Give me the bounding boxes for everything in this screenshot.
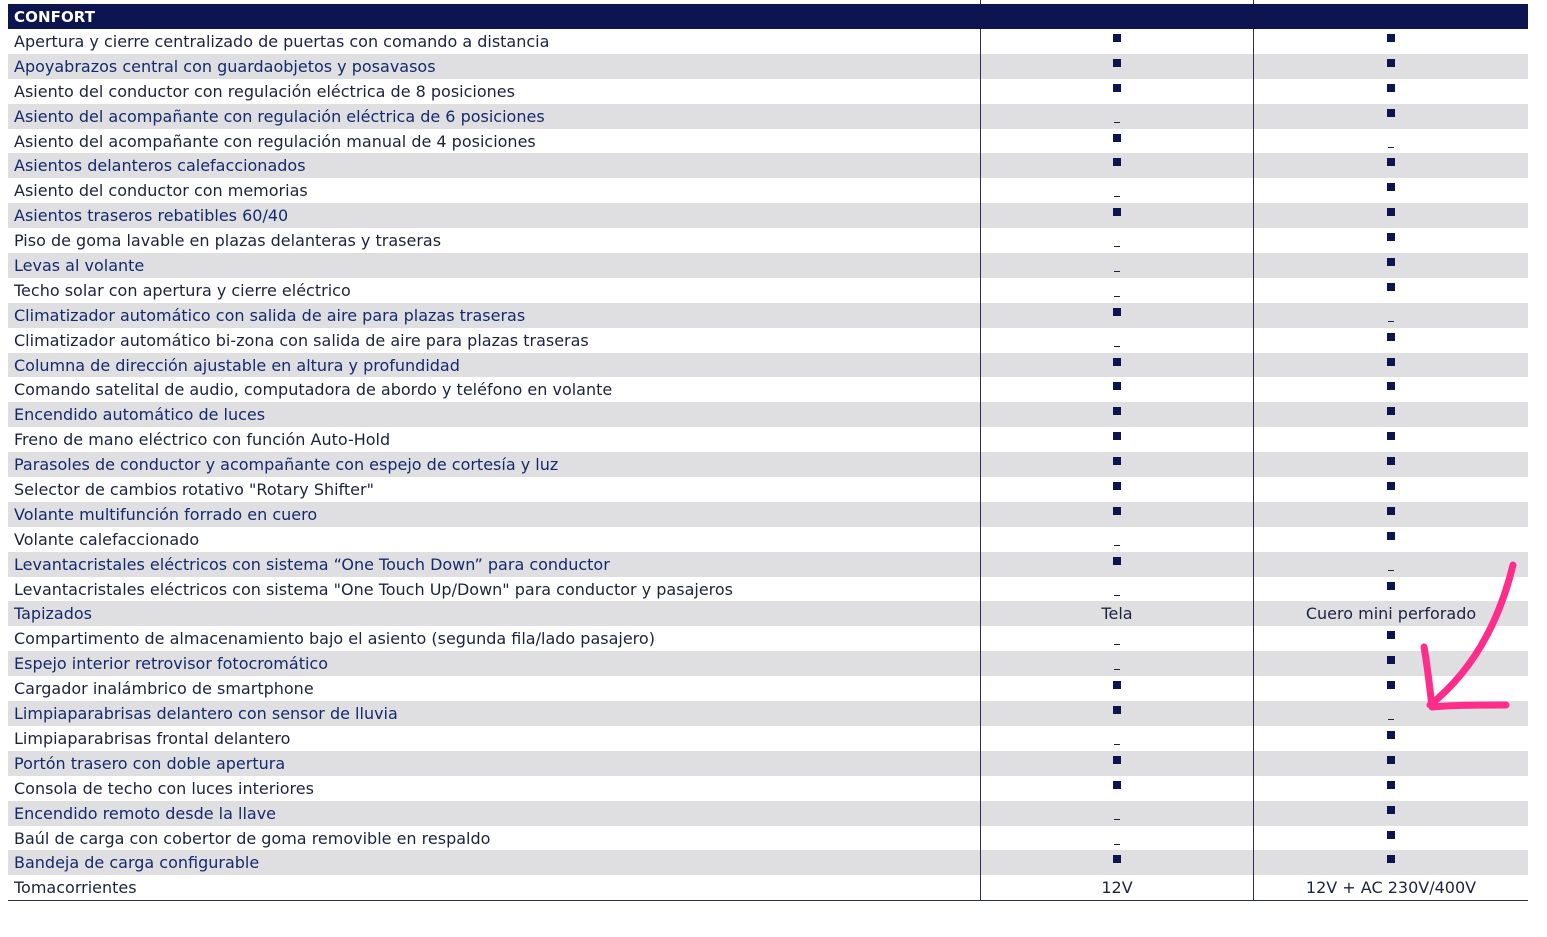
square-bullet-icon <box>1387 283 1395 291</box>
feature-name: Levas al volante <box>14 256 145 276</box>
table-row <box>8 54 1528 79</box>
table-row <box>8 826 1528 851</box>
table-row <box>8 751 1528 776</box>
square-bullet-icon <box>1387 831 1395 839</box>
dash-icon <box>1114 346 1120 347</box>
feature-name: Baúl de carga con cobertor de goma removible en respaldo <box>14 828 491 848</box>
spec-rows <box>8 29 1528 900</box>
not-available-mark <box>980 278 1253 303</box>
square-bullet-icon <box>1113 59 1121 67</box>
not-available-mark <box>980 253 1253 278</box>
table-row <box>8 402 1528 427</box>
not-available-mark <box>1253 129 1528 154</box>
table-row <box>8 278 1528 303</box>
standard-mark-icon <box>980 776 1253 801</box>
feature-name: Espejo interior retrovisor fotocromático <box>14 654 328 674</box>
feature-name: Volante calefaccionado <box>14 529 200 549</box>
standard-mark-icon <box>1253 402 1528 427</box>
feature-name: Asiento del conductor con regulación eléctrica de 8 posiciones <box>14 81 515 101</box>
table-row <box>8 228 1528 253</box>
square-bullet-icon <box>1387 258 1395 266</box>
square-bullet-icon <box>1387 109 1395 117</box>
standard-mark-icon <box>1253 377 1528 402</box>
feature-name: Cargador inalámbrico de smartphone <box>14 679 314 699</box>
square-bullet-icon <box>1387 681 1395 689</box>
column-divider <box>1253 0 1254 4</box>
standard-mark-icon <box>980 153 1253 178</box>
square-bullet-icon <box>1387 358 1395 366</box>
feature-name: Comando satelital de audio, computadora de abordo y teléfono en volante <box>14 380 613 400</box>
not-available-mark <box>980 104 1253 129</box>
not-available-mark <box>980 626 1253 651</box>
standard-mark-icon <box>980 502 1253 527</box>
table-bottom-border <box>8 900 1528 901</box>
not-available-mark <box>980 527 1253 552</box>
standard-mark-icon <box>1253 502 1528 527</box>
square-bullet-icon <box>1113 432 1121 440</box>
standard-mark-icon <box>980 203 1253 228</box>
standard-mark-icon <box>980 427 1253 452</box>
table-row <box>8 601 1528 626</box>
standard-mark-icon <box>1253 203 1528 228</box>
feature-name: Piso de goma lavable en plazas delanteras y traseras <box>14 231 442 251</box>
standard-mark-icon <box>980 477 1253 502</box>
square-bullet-icon <box>1387 457 1395 465</box>
standard-mark-icon <box>1253 178 1528 203</box>
square-bullet-icon <box>1387 84 1395 92</box>
value-label: Cuero mini perforado <box>1305 604 1477 624</box>
standard-mark-icon <box>1253 104 1528 129</box>
square-bullet-icon <box>1387 432 1395 440</box>
table-row <box>8 452 1528 477</box>
square-bullet-icon <box>1387 59 1395 67</box>
standard-mark-icon <box>1253 477 1528 502</box>
value-text <box>980 875 1253 900</box>
table-row <box>8 353 1528 378</box>
table-row <box>8 502 1528 527</box>
square-bullet-icon <box>1113 382 1121 390</box>
standard-mark-icon <box>980 54 1253 79</box>
table-row <box>8 153 1528 178</box>
table-row <box>8 328 1528 353</box>
column-divider <box>980 0 981 4</box>
feature-name: Tomacorrientes <box>14 878 137 898</box>
standard-mark-icon <box>980 377 1253 402</box>
not-available-mark <box>1253 303 1528 328</box>
standard-mark-icon <box>1253 153 1528 178</box>
dash-icon <box>1388 719 1394 720</box>
square-bullet-icon <box>1387 507 1395 515</box>
square-bullet-icon <box>1387 208 1395 216</box>
dash-icon <box>1114 271 1120 272</box>
standard-mark-icon <box>980 353 1253 378</box>
table-row <box>8 203 1528 228</box>
feature-name: Levantacristales eléctricos con sistema “One Touch Down” para conductor <box>14 554 610 574</box>
table-row <box>8 427 1528 452</box>
square-bullet-icon <box>1113 756 1121 764</box>
square-bullet-icon <box>1113 208 1121 216</box>
feature-name: Climatizador automático bi-zona con salida de aire para plazas traseras <box>14 330 589 350</box>
square-bullet-icon <box>1113 407 1121 415</box>
square-bullet-icon <box>1387 233 1395 241</box>
standard-mark-icon <box>980 129 1253 154</box>
table-row <box>8 253 1528 278</box>
feature-name: Limpiaparabrisas delantero con sensor de lluvia <box>14 704 398 724</box>
standard-mark-icon <box>1253 54 1528 79</box>
standard-mark-icon <box>1253 527 1528 552</box>
standard-mark-icon <box>980 552 1253 577</box>
dash-icon <box>1114 545 1120 546</box>
table-row <box>8 178 1528 203</box>
dash-icon <box>1114 819 1120 820</box>
square-bullet-icon <box>1387 532 1395 540</box>
square-bullet-icon <box>1387 34 1395 42</box>
not-available-mark <box>980 328 1253 353</box>
feature-name: Compartimento de almacenamiento bajo el asiento (segunda fila/lado pasajero) <box>14 629 655 649</box>
square-bullet-icon <box>1113 706 1121 714</box>
dash-icon <box>1388 321 1394 322</box>
feature-name: Selector de cambios rotativo "Rotary Shifter" <box>14 480 374 500</box>
square-bullet-icon <box>1387 806 1395 814</box>
square-bullet-icon <box>1113 681 1121 689</box>
dash-icon <box>1388 570 1394 571</box>
standard-mark-icon <box>1253 726 1528 751</box>
feature-name: Encendido automático de luces <box>14 405 266 425</box>
not-available-mark <box>980 651 1253 676</box>
standard-mark-icon <box>980 303 1253 328</box>
square-bullet-icon <box>1387 382 1395 390</box>
standard-mark-icon <box>1253 328 1528 353</box>
standard-mark-icon <box>1253 801 1528 826</box>
table-row <box>8 303 1528 328</box>
value-label: Tela <box>1101 604 1133 624</box>
square-bullet-icon <box>1387 731 1395 739</box>
square-bullet-icon <box>1387 582 1395 590</box>
standard-mark-icon <box>980 452 1253 477</box>
feature-name: Asiento del acompañante con regulación eléctrica de 6 posiciones <box>14 106 545 126</box>
feature-name: Bandeja de carga configurable <box>14 853 260 873</box>
square-bullet-icon <box>1387 183 1395 191</box>
square-bullet-icon <box>1387 407 1395 415</box>
standard-mark-icon <box>1253 776 1528 801</box>
square-bullet-icon <box>1113 308 1121 316</box>
square-bullet-icon <box>1113 855 1121 863</box>
table-row <box>8 726 1528 751</box>
square-bullet-icon <box>1113 84 1121 92</box>
table-row <box>8 29 1528 54</box>
dash-icon <box>1114 644 1120 645</box>
feature-name: Techo solar con apertura y cierre eléctrico <box>14 280 351 300</box>
value-text <box>1253 875 1528 900</box>
square-bullet-icon <box>1113 557 1121 565</box>
square-bullet-icon <box>1387 333 1395 341</box>
standard-mark-icon <box>1253 29 1528 54</box>
square-bullet-icon <box>1387 656 1395 664</box>
square-bullet-icon <box>1387 781 1395 789</box>
standard-mark-icon <box>980 79 1253 104</box>
standard-mark-icon <box>980 402 1253 427</box>
not-available-mark <box>980 801 1253 826</box>
table-row <box>8 129 1528 154</box>
standard-mark-icon <box>1253 228 1528 253</box>
value-label: 12V + AC 230V/400V <box>1305 878 1477 898</box>
not-available-mark <box>980 178 1253 203</box>
standard-mark-icon <box>980 751 1253 776</box>
square-bullet-icon <box>1113 358 1121 366</box>
not-available-mark <box>980 577 1253 602</box>
square-bullet-icon <box>1113 781 1121 789</box>
square-bullet-icon <box>1387 756 1395 764</box>
feature-name: Freno de mano eléctrico con función Auto-Hold <box>14 430 391 450</box>
feature-name: Apertura y cierre centralizado de puertas con comando a distancia <box>14 32 550 51</box>
dash-icon <box>1114 122 1120 123</box>
dash-icon <box>1114 196 1120 197</box>
feature-name: Limpiaparabrisas frontal delantero <box>14 728 291 748</box>
not-available-mark <box>980 826 1253 851</box>
table-row <box>8 626 1528 651</box>
standard-mark-icon <box>1253 452 1528 477</box>
comfort-spec-table <box>8 0 1528 901</box>
square-bullet-icon <box>1387 482 1395 490</box>
square-bullet-icon <box>1113 158 1121 166</box>
feature-name: Consola de techo con luces interiores <box>14 778 314 798</box>
table-row <box>8 104 1528 129</box>
square-bullet-icon <box>1113 34 1121 42</box>
feature-name: Asiento del conductor con memorias <box>14 181 308 201</box>
dash-icon <box>1114 844 1120 845</box>
square-bullet-icon <box>1113 457 1121 465</box>
standard-mark-icon <box>1253 253 1528 278</box>
standard-mark-icon <box>1253 353 1528 378</box>
square-bullet-icon <box>1113 507 1121 515</box>
hand-drawn-arrow-icon <box>1410 555 1530 725</box>
table-row <box>8 776 1528 801</box>
table-row <box>8 477 1528 502</box>
table-row <box>8 850 1528 875</box>
not-available-mark <box>980 726 1253 751</box>
standard-mark-icon <box>1253 427 1528 452</box>
table-row <box>8 577 1528 602</box>
feature-name: Asientos delanteros calefaccionados <box>14 156 306 176</box>
table-row <box>8 701 1528 726</box>
dash-icon <box>1114 669 1120 670</box>
square-bullet-icon <box>1387 631 1395 639</box>
dash-icon <box>1114 744 1120 745</box>
square-bullet-icon <box>1387 855 1395 863</box>
table-row <box>8 651 1528 676</box>
table-row <box>8 801 1528 826</box>
dash-icon <box>1114 595 1120 596</box>
value-label: 12V <box>1101 878 1133 898</box>
standard-mark-icon <box>980 701 1253 726</box>
table-row <box>8 377 1528 402</box>
square-bullet-icon <box>1113 134 1121 142</box>
standard-mark-icon <box>980 29 1253 54</box>
table-row <box>8 676 1528 701</box>
standard-mark-icon <box>1253 79 1528 104</box>
standard-mark-icon <box>1253 826 1528 851</box>
square-bullet-icon <box>1113 482 1121 490</box>
feature-name: Apoyabrazos central con guardaobjetos y posavasos <box>14 56 436 76</box>
top-strip <box>8 0 1528 4</box>
square-bullet-icon <box>1387 158 1395 166</box>
feature-name: Columna de dirección ajustable en altura y profundidad <box>14 355 460 375</box>
table-row <box>8 527 1528 552</box>
table-row <box>8 79 1528 104</box>
dash-icon <box>1114 246 1120 247</box>
feature-name: Encendido remoto desde la llave <box>14 803 277 823</box>
section-header: CONFORT <box>8 4 1528 29</box>
feature-name: Levantacristales eléctricos con sistema "One Touch Up/Down" para conductor y pasajeros <box>14 579 734 599</box>
table-row <box>8 552 1528 577</box>
feature-name: Parasoles de conductor y acompañante con espejo de cortesía y luz <box>14 455 559 475</box>
table-row <box>8 875 1528 900</box>
feature-name: Asiento del acompañante con regulación manual de 4 posiciones <box>14 131 536 151</box>
standard-mark-icon <box>980 676 1253 701</box>
standard-mark-icon <box>1253 278 1528 303</box>
standard-mark-icon <box>1253 751 1528 776</box>
feature-name: Climatizador automático con salida de aire para plazas traseras <box>14 305 526 325</box>
not-available-mark <box>980 228 1253 253</box>
feature-name: Asientos traseros rebatibles 60/40 <box>14 206 289 226</box>
dash-icon <box>1114 296 1120 297</box>
feature-name: Tapizados <box>14 604 93 624</box>
standard-mark-icon <box>1253 850 1528 875</box>
feature-name: Volante multifunción forrado en cuero <box>14 504 318 524</box>
value-text <box>980 601 1253 626</box>
feature-name: Portón trasero con doble apertura <box>14 753 286 773</box>
dash-icon <box>1388 147 1394 148</box>
standard-mark-icon <box>980 850 1253 875</box>
